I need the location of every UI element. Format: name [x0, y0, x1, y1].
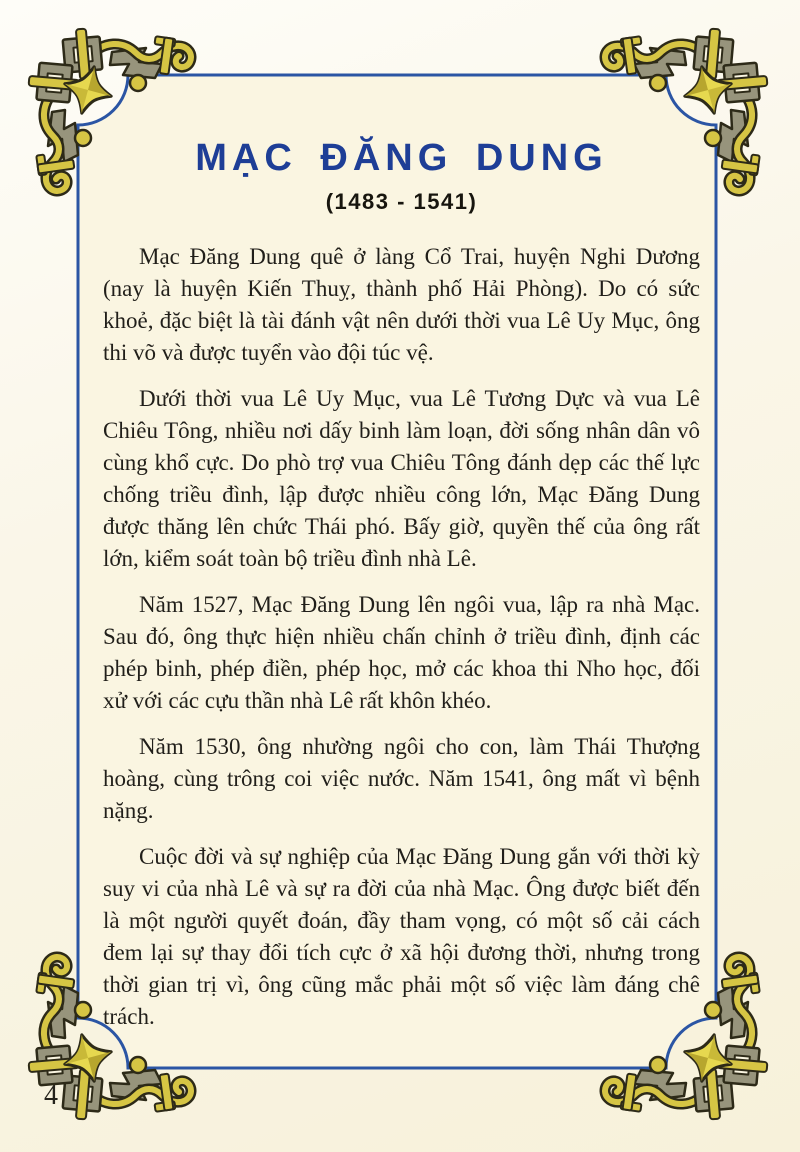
body-text [103, 241, 700, 1033]
body-paragraph: Năm 1527, Mạc Đăng Dung lên ngôi vua, lập ra nhà Mạc. Sau đó, ông thực hiện nhiều chấn chỉnh ở triều đình, định các phép binh, phép điền, phép học, mở các khoa thi Nho học, đối xử với các cựu thần nhà Lê rất khôn khéo. [103, 591, 700, 713]
page-content [78, 75, 716, 1068]
body-paragraph: Dưới thời vua Lê Uy Mục, vua Lê Tương Dực và vua Lê Chiêu Tông, nhiều nơi dấy binh làm loạn, đời sống nhân dân vô cùng khổ cực. Do phò trợ vua Chiêu Tông đánh dẹp các thế lực chống triều đình, lập được nhiều công lớn, Mạc Đăng Dung được thăng lên chức Thái phó. Bấy giờ, quyền thế của ông rất lớn, kiểm soát toàn bộ triều đình nhà Lê. [103, 385, 700, 571]
page-subtitle: (1483 - 1541) [325, 188, 478, 214]
body-paragraph: Mạc Đăng Dung quê ở làng Cổ Trai, huyện Nghi Dương (nay là huyện Kiến Thuỵ, thành phố Hải Phòng). Do có sức khoẻ, đặc biệt là tài đánh vật nên dưới thời vua Lê Uy Mục, ông thi võ và được tuyển vào đội túc vệ. [103, 243, 700, 365]
body-paragraph: Cuộc đời và sự nghiệp của Mạc Đăng Dung gắn với thời kỳ suy vi của nhà Lê và sự ra đời của nhà Mạc. Ông được biết đến là một người quyết đoán, đầy tham vọng, có một số cải cách đem lại sự thay đổi tích cực ở xã hội đương thời, nhưng trong thời gian trị vì, ông cũng mắc phải một số việc làm đáng chê trách. [103, 843, 700, 1029]
body-paragraph: Năm 1530, ông nhường ngôi cho con, làm Thái Thượng hoàng, cùng trông coi việc nước. Năm 1541, ông mất vì bệnh nặng. [103, 733, 700, 823]
page-number: 4 [44, 1080, 58, 1111]
page-title: MẠC ĐĂNG DUNG [195, 137, 608, 179]
